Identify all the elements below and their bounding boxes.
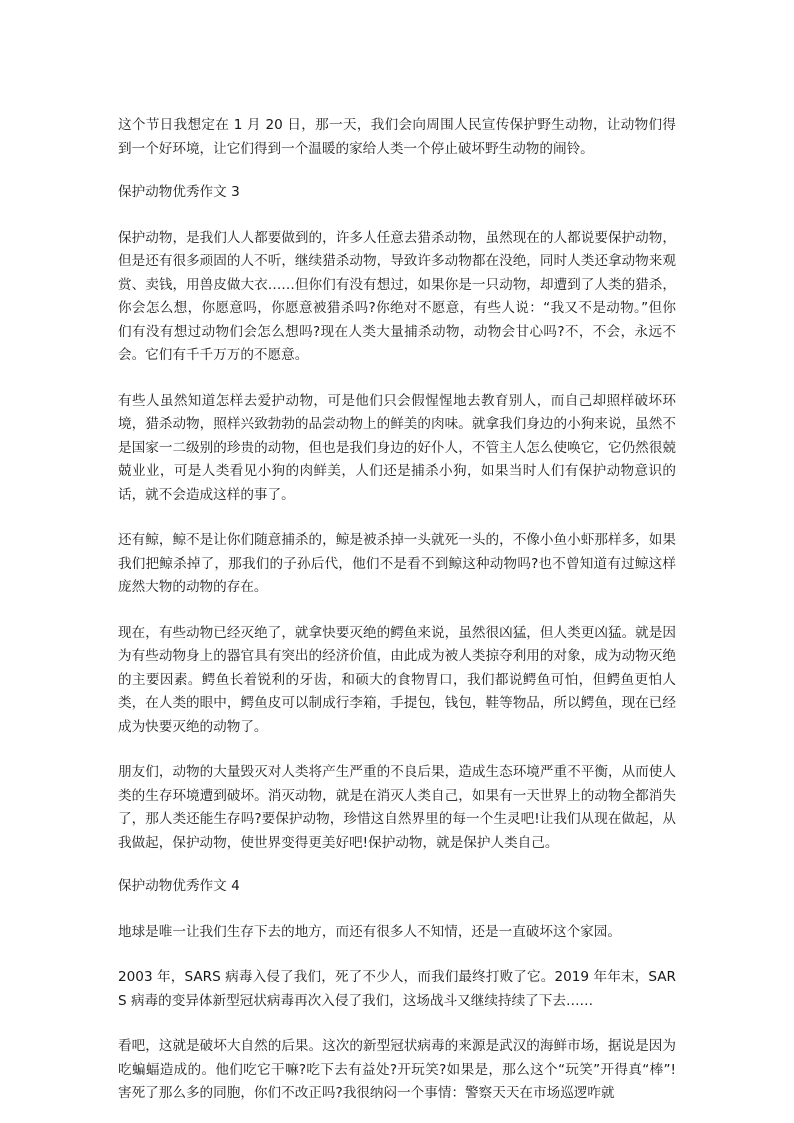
section-heading: 保护动物优秀作文 3 [118, 184, 240, 200]
paragraph: 看吧，这就是破坏大自然的后果。这次的新型冠状病毒的来源是武汉的海鲜市场，据说是因为吃蝙蝠造成的。他们吃它干嘛?吃下去有益处?开玩笑?如果是，那么这个“玩笑”开得真“棒”!害死了那么多的同胞，你们不改正吗?我很纳闷一个事情：警察天天在市场巡逻咋就 [118, 1038, 676, 1101]
paragraph: 2003 年，SARS 病毒入侵了我们，死了不少人，而我们最终打败了它。2019 年年末，SARS 病毒的变异体新型冠状病毒再次入侵了我们，这场战斗又继续持续了下去…… [118, 969, 676, 1009]
paragraph: 地球是唯一让我们生存下去的地方，而还有很多人不知情，还是一直破坏这个家园。 [118, 923, 621, 940]
paragraph: 保护动物，是我们人人都要做到的，许多人任意去猎杀动物，虽然现在的人都说要保护动物，但是还有很多顽固的人不听，继续猎杀动物，导致许多动物都在没绝，同时人类还拿动物来观赏、卖钱，用兽皮做大衣……但你们有没有想过，如果你是一只动物，却遭到了人类的猎杀，你会怎么想，你愿意吗，你愿意被猎杀吗?你绝对不愿意，有些人说：“我又不是动物。”但你们有没有想过动物们会怎么想吗?现在人类大量捕杀动物，动物会甘心吗?不，不会，永远不会。它们有千千万万的不愿意。 [118, 229, 676, 363]
paragraph: 还有鲸，鲸不是让你们随意捕杀的，鲸是被杀掉一头就死一头的，不像小鱼小虾那样多，如果我们把鲸杀掉了，那我们的子孙后代，他们不是看不到鲸这种动物吗?也不曾知道有过鲸这样庞然大物的动物的存在。 [118, 532, 676, 595]
paragraph: 有些人虽然知道怎样去爱护动物，可是他们只会假惺惺地去教育别人，而自己却照样破坏环境，猎杀动物，照样兴致勃勃的品尝动物上的鲜美的肉味。就拿我们身边的小狗来说，虽然不是国家一二级别的珍贵的动物，但也是我们身边的好仆人，不管主人怎么使唤它，它仍然很兢兢业业，可是人类看见小狗的肉鲜美，人们还是捕杀小狗，如果当时人们有保护动物意识的话，就不会造成这样的事了。 [118, 392, 676, 503]
paragraph: 这个节日我想定在 1 月 20 日，那一天，我们会向周围人民宣传保护野生动物，让动物们得到一个好环境，让它们得到一个温暖的家给人类一个停止破坏野生动物的闹铃。 [118, 117, 676, 157]
paragraph: 朋友们，动物的大量毁灭对人类将产生严重的不良后果，造成生态环境严重不平衡，从而使人类的生存环境遭到破坏。消灭动物，就是在消灭人类自己，如果有一天世界上的动物全都消失了，那人类还能生存吗?要保护动物，珍惜这自然界里的每一个生灵吧!让我们从现在做起，从我做起，保护动物，使世界变得更美好吧!保护动物，就是保护人类自己。 [118, 764, 676, 851]
section-heading: 保护动物优秀作文 4 [118, 878, 240, 894]
document-page [118, 114, 676, 1106]
paragraph: 现在，有些动物已经灭绝了，就拿快要灭绝的鳄鱼来说，虽然很凶猛，但人类更凶猛。就是因为有些动物身上的器官具有突出的经济价值，由此成为被人类掠夺利用的对象，成为动物灭绝的主要因素。鳄鱼长着锐利的牙齿，和硕大的食物胃口，我们都说鳄鱼可怕，但鳄鱼更怕人类，在人类的眼中，鳄鱼皮可以制成行李箱，手提包，钱包，鞋等物品，所以鳄鱼，现在已经成为快要灭绝的动物了。 [118, 624, 676, 735]
